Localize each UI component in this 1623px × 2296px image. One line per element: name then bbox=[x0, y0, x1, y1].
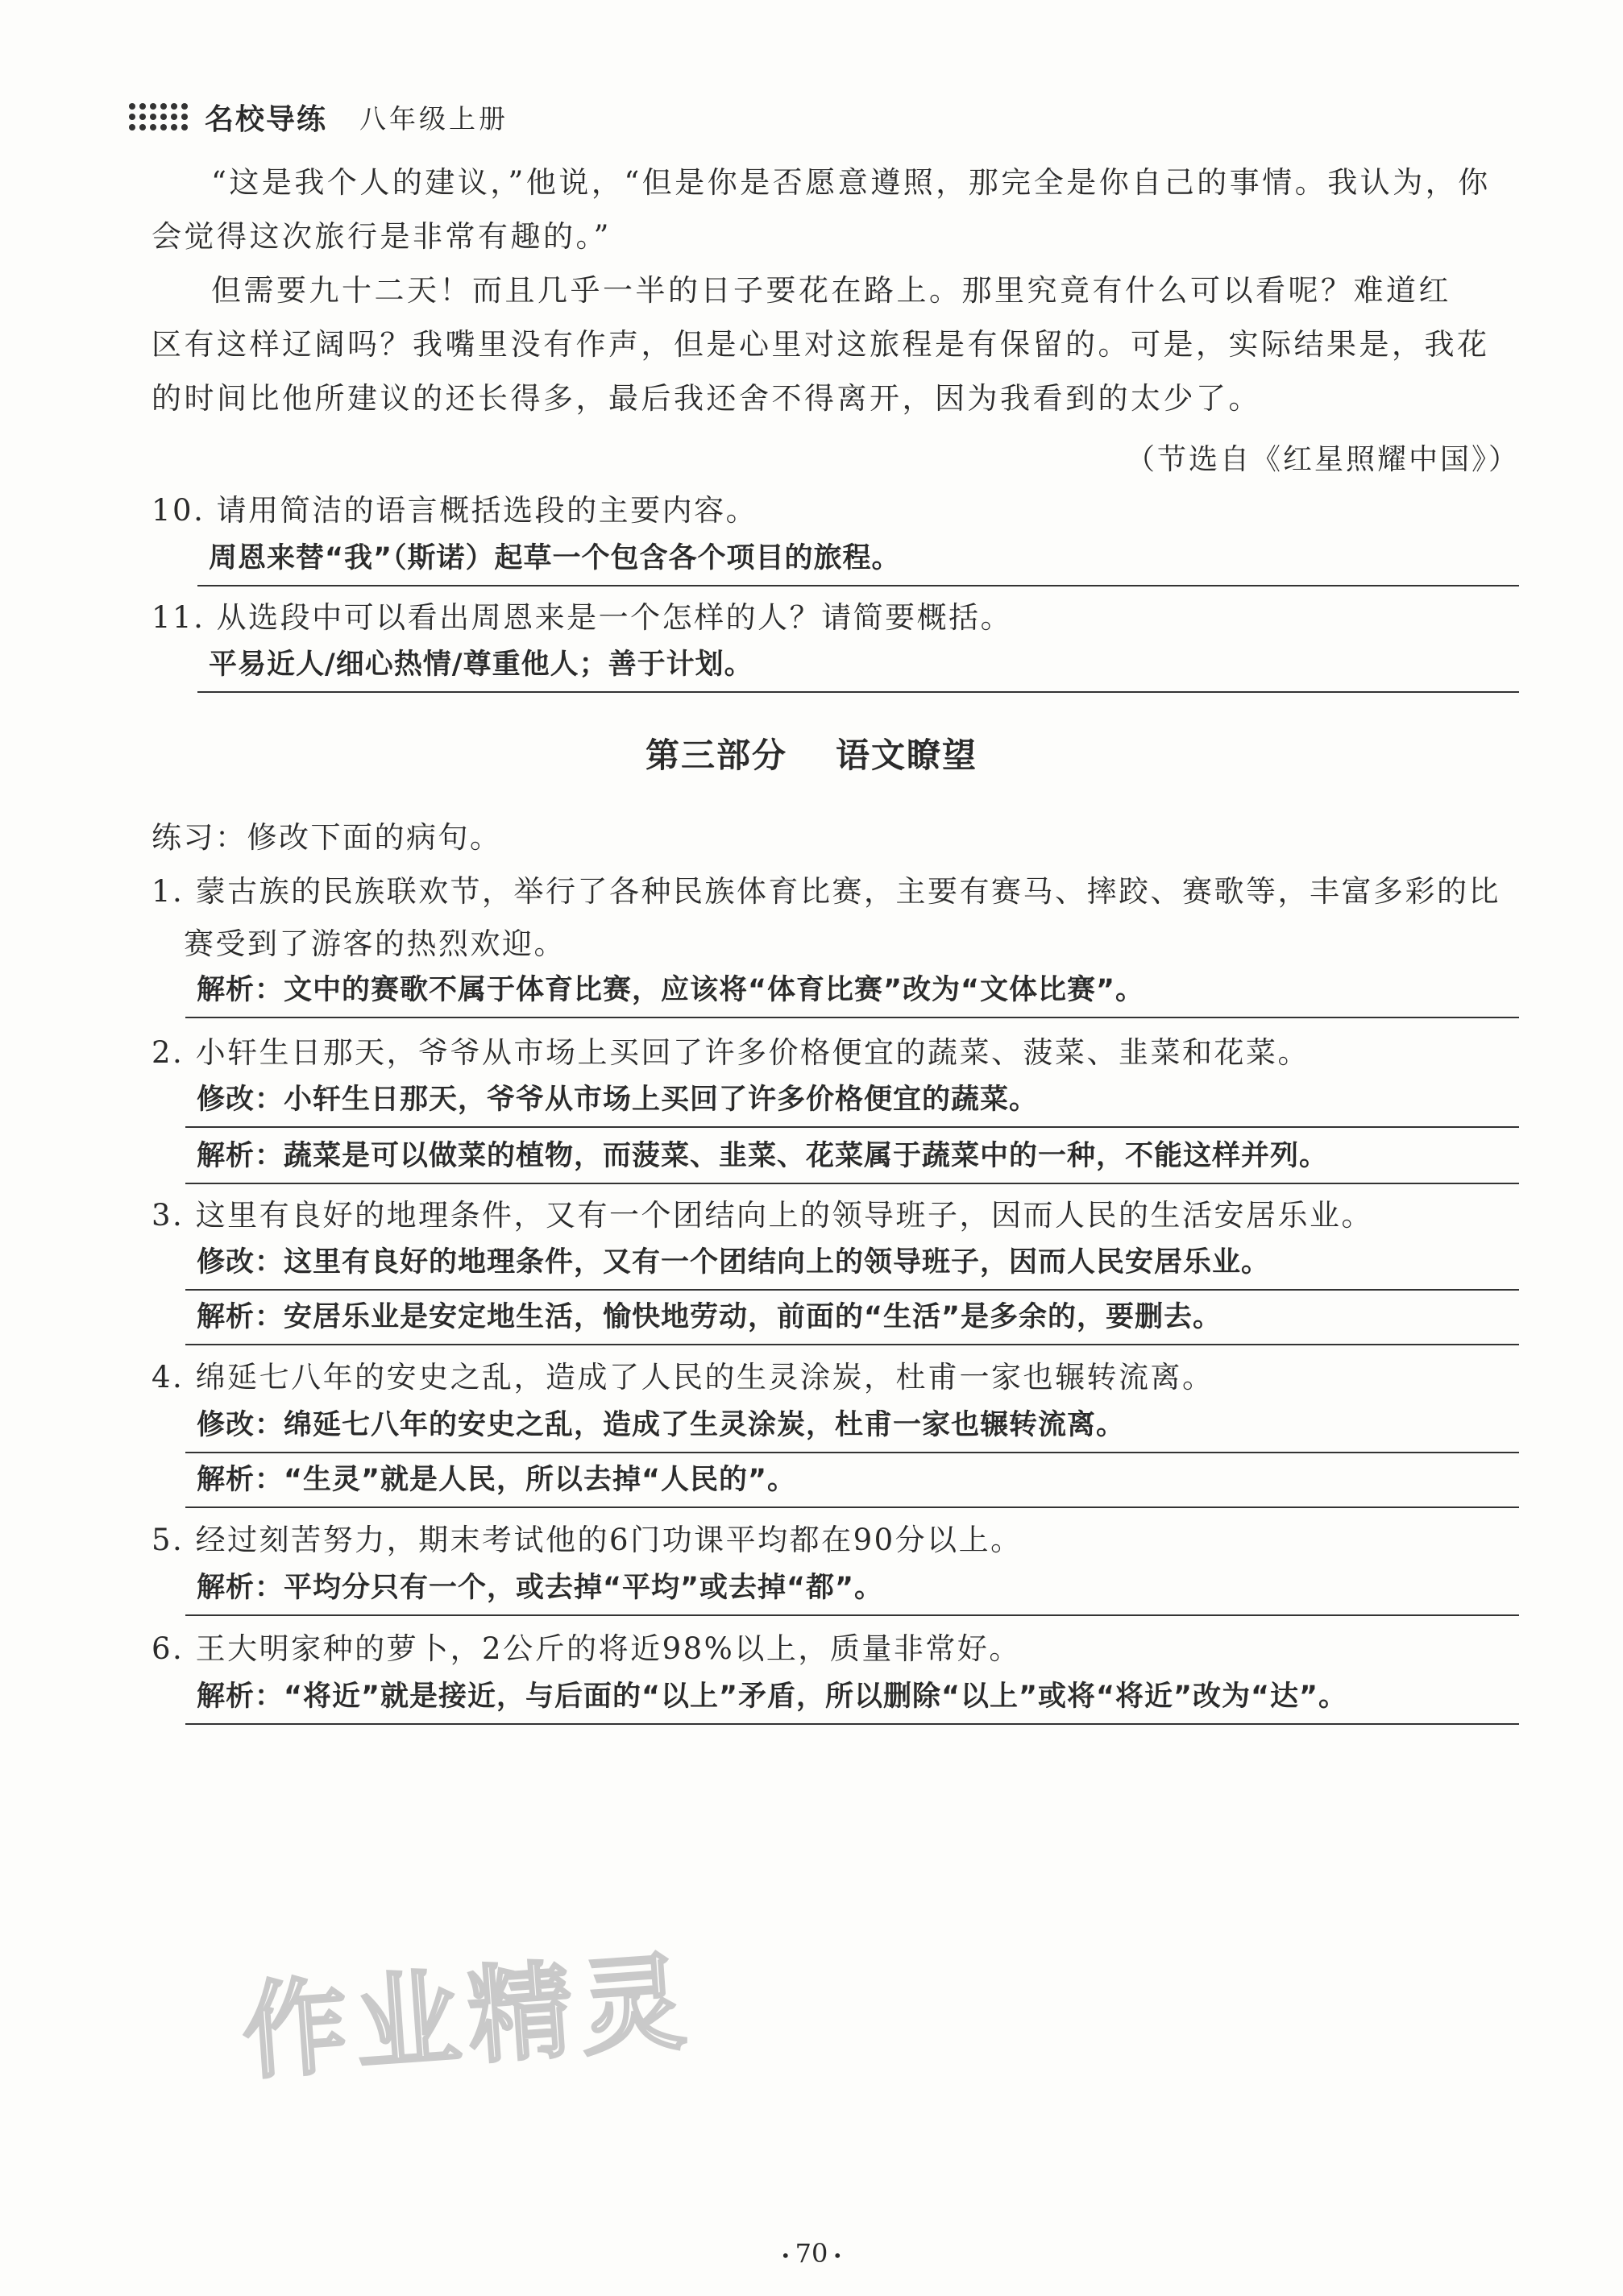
passage-line: 区有这样辽阔吗？我嘴里没有作声，但是心里对这旅程是有保留的。可是，实际结果是，我花 bbox=[152, 327, 1490, 362]
grade-label: 八年级上册 bbox=[359, 102, 509, 135]
page-number: • 70 • bbox=[780, 2238, 843, 2269]
answer-10: 周恩来替“我”（斯诺）起草一个包含各个项目的旅程。 bbox=[197, 538, 1519, 586]
item-4-analysis: 解析：“生灵”就是人民，所以去掉“人民的”。 bbox=[185, 1460, 1519, 1508]
answer-11: 平易近人/细心热情/尊重他人；善于计划。 bbox=[197, 644, 1519, 693]
section-title bbox=[0, 729, 1623, 777]
item-3-fix: 修改：这里有良好的地理条件，又有一个团结向上的领导班子，因而人民安居乐业。 bbox=[185, 1242, 1519, 1291]
item-3-line1: 3. 这里有良好的地理条件，又有一个团结向上的领导班子，因而人民的生活安居乐业。 bbox=[152, 1198, 1374, 1233]
item-2-analysis: 解析：蔬菜是可以做菜的植物，而菠菜、韭菜、花菜属于蔬菜中的一种，不能这样并列。 bbox=[185, 1136, 1519, 1184]
passage-line: “这是我个人的建议，”他说，“但是你是否愿意遵照，那完全是你自己的事情。我认为，你 bbox=[211, 165, 1491, 200]
item-5-line1: 5. 经过刻苦努力，期末考试他的6门功课平均都在90分以上。 bbox=[152, 1523, 1023, 1557]
item-1-analysis: 解析：文中的赛歌不属于体育比赛，应该将“体育比赛”改为“文体比赛”。 bbox=[185, 970, 1519, 1018]
page-number-value: 70 bbox=[795, 2238, 828, 2269]
item-6-line1: 6. 王大明家种的萝卜，2公斤的将近98%以上，质量非常好。 bbox=[152, 1631, 1021, 1666]
item-5-analysis: 解析：平均分只有一个，或去掉“平均”或去掉“都”。 bbox=[185, 1568, 1519, 1616]
dots-logo-icon bbox=[129, 103, 189, 131]
book-brand: 名校导练 bbox=[205, 102, 328, 136]
exercise-intro: 练习：修改下面的病句。 bbox=[152, 820, 502, 855]
question-11: 11. 从选段中可以看出周恩来是一个怎样的人？请简要概括。 bbox=[152, 600, 1013, 635]
item-1-line2: 赛受到了游客的热烈欢迎。 bbox=[184, 926, 566, 961]
question-10: 10. 请用简洁的语言概括选段的主要内容。 bbox=[152, 493, 758, 528]
item-4-fix: 修改：绵延七八年的安史之乱，造成了生灵涂炭，杜甫一家也辗转流离。 bbox=[185, 1405, 1519, 1453]
page-header bbox=[129, 93, 508, 141]
passage-line: 会觉得这次旅行是非常有趣的。” bbox=[152, 219, 612, 254]
section-name: 语文瞭望 bbox=[836, 736, 978, 775]
item-4-line1: 4. 绵延七八年的安史之乱，造成了人民的生灵涂炭，杜甫一家也辗转流离。 bbox=[152, 1360, 1214, 1395]
item-1-line1: 1. 蒙古族的民族联欢节，举行了各种民族体育比赛，主要有赛马、摔跤、赛歌等，丰富多彩的比 bbox=[152, 874, 1501, 909]
passage-source: （节选自《红星照耀中国》） bbox=[1125, 443, 1520, 476]
item-3-analysis: 解析：安居乐业是安定地生活，愉快地劳动，前面的“生活”是多余的，要删去。 bbox=[185, 1297, 1519, 1345]
passage-line: 的时间比他所建议的还长得多，最后我还舍不得离开，因为我看到的太少了。 bbox=[152, 381, 1261, 416]
watermark: 作业精灵 bbox=[239, 1940, 698, 2095]
section-part: 第三部分 bbox=[645, 736, 787, 775]
passage-line: 但需要九十二天！而且几乎一半的日子要花在路上。那里究竟有什么可以看呢？难道红 bbox=[211, 273, 1451, 308]
item-2-line1: 2. 小轩生日那天，爷爷从市场上买回了许多价格便宜的蔬菜、菠菜、韭菜和花菜。 bbox=[152, 1035, 1310, 1070]
item-2-fix: 修改：小轩生日那天，爷爷从市场上买回了许多价格便宜的蔬菜。 bbox=[185, 1080, 1519, 1128]
item-6-analysis: 解析：“将近”就是接近，与后面的“以上”矛盾，所以删除“以上”或将“将近”改为“达”。 bbox=[185, 1676, 1519, 1725]
